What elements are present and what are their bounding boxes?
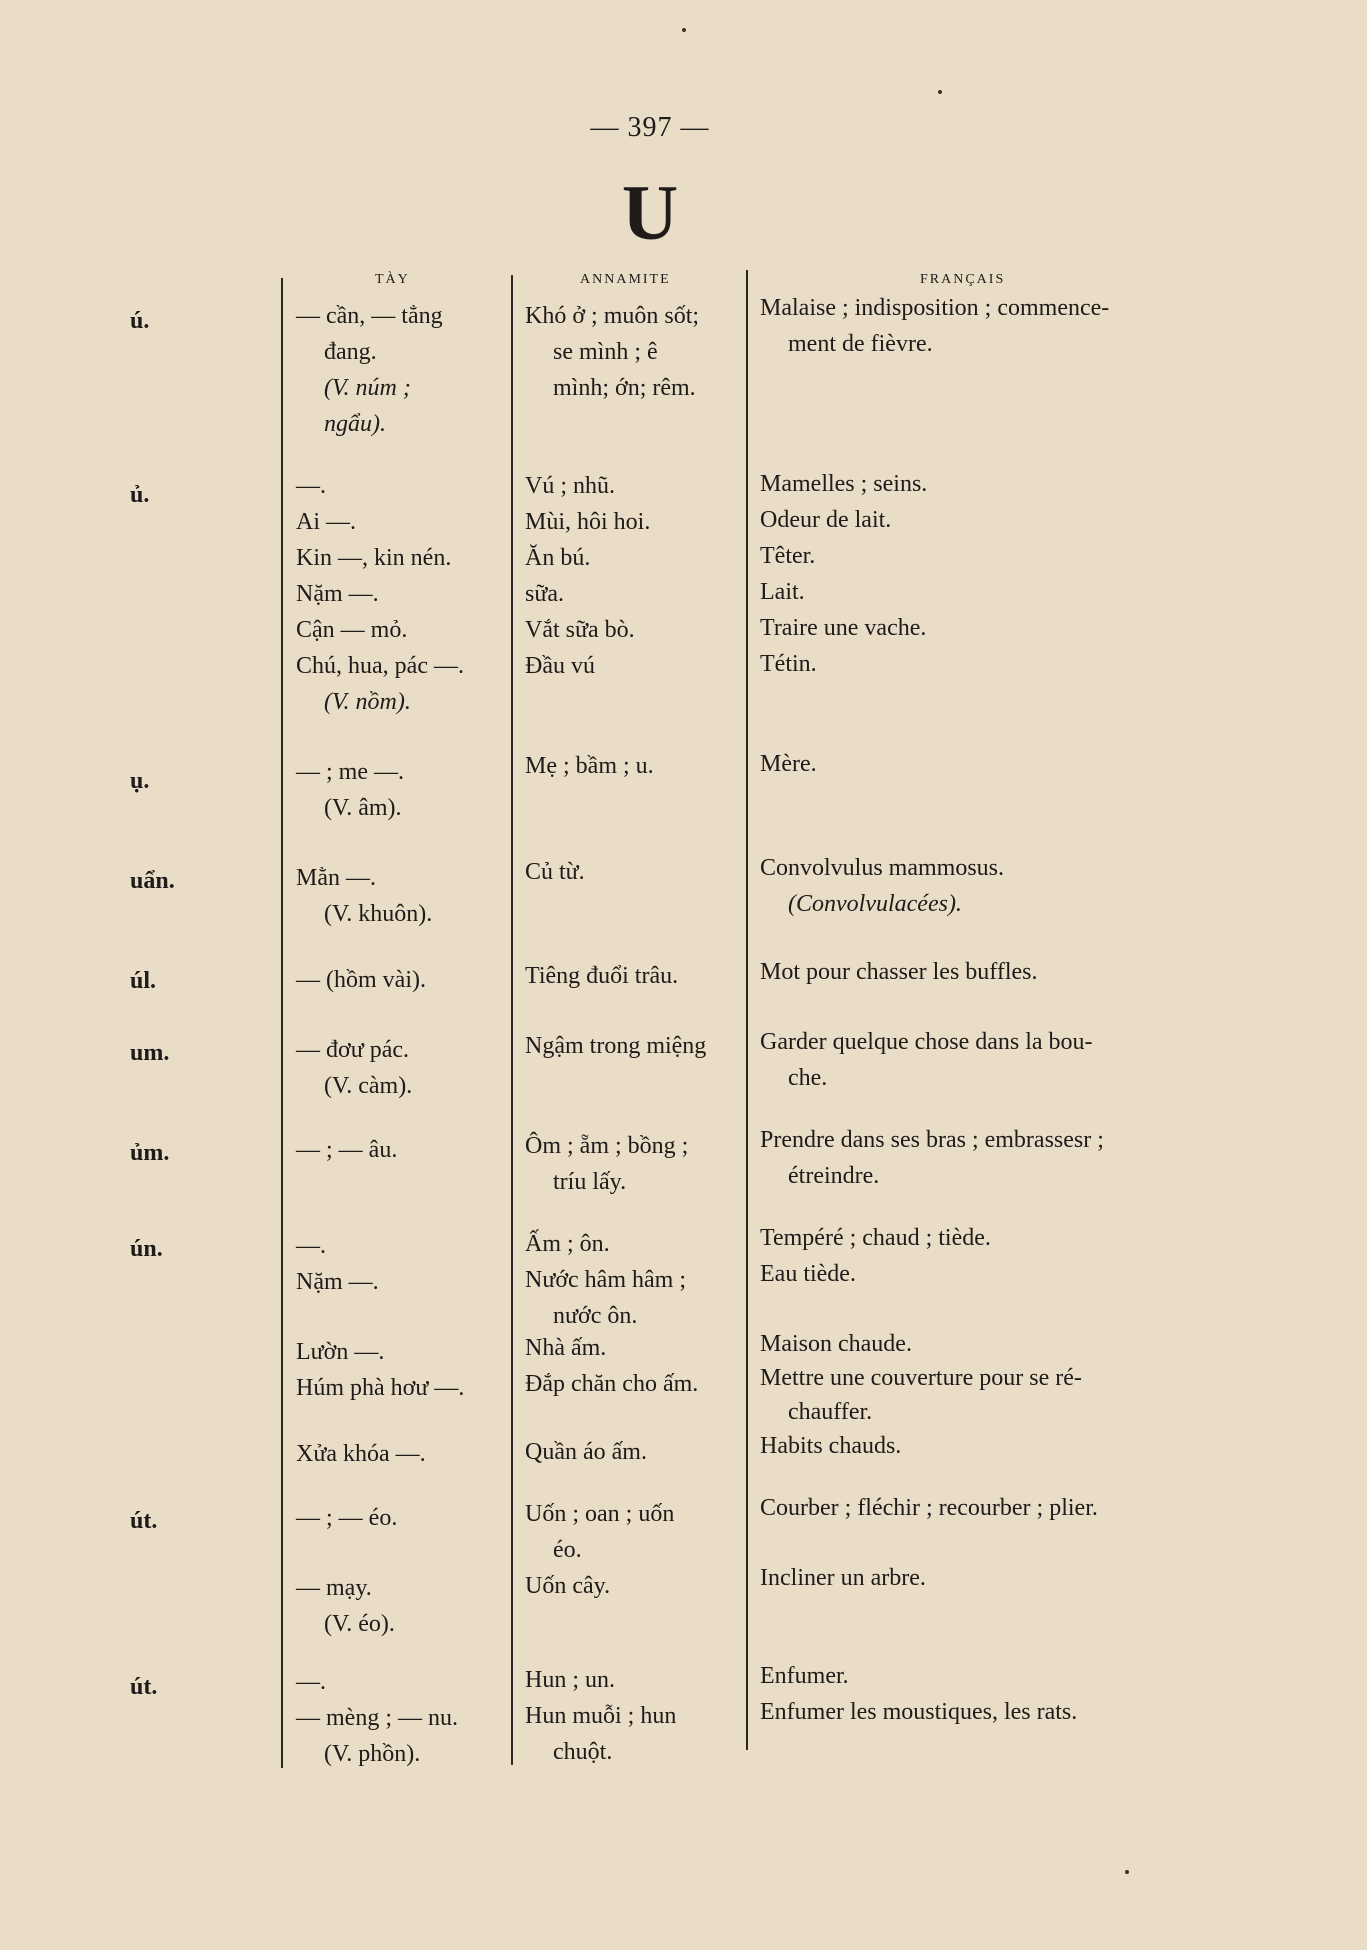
paper-speck [938,90,942,94]
tay-line: Kin —, kin nén. [296,545,452,571]
tay-line: (V. phồn). [324,1741,421,1767]
francais-line: Garder quelque chose dans la bou- [760,1029,1093,1055]
annamite-line: Ngậm trong miệng [525,1033,707,1059]
annamite-line: nước ôn. [553,1303,638,1329]
annamite-line: Uốn cây. [525,1573,611,1599]
tay-line: Ai —. [296,509,356,535]
francais-line: Prendre dans ses bras ; embrassesr ; [760,1127,1104,1153]
tay-line: Nặm —. [296,1269,379,1295]
annamite-line: tríu lấy. [553,1169,627,1195]
francais-line: Tempéré ; chaud ; tiède. [760,1225,991,1251]
francais-line: Eau tiède. [760,1261,856,1287]
annamite-line: Quần áo ấm. [525,1439,647,1465]
headword: ú. [130,308,150,334]
tay-line: ngẩu). [324,411,386,437]
francais-line: Tétin. [760,651,817,677]
annamite-line: Mùi, hôi hoi. [525,509,651,535]
annamite-line: Vú ; nhũ. [525,473,615,499]
annamite-line: Uốn ; oan ; uốn [525,1501,675,1527]
annamite-line: Ấm ; ôn. [525,1231,610,1257]
tay-line: (V. nồm). [324,689,411,715]
annamite-line: Đắp chăn cho ấm. [525,1371,699,1397]
annamite-line: Khó ở ; muôn sốt; [525,303,700,329]
annamite-line: Hun muỗi ; hun [525,1703,677,1729]
annamite-line: Nhà ấm. [525,1335,607,1361]
annamite-line: Hun ; un. [525,1667,615,1693]
francais-line: ment de fièvre. [788,331,933,357]
tay-line: — mèng ; — nu. [296,1705,458,1731]
francais-line: Maison chaude. [760,1331,912,1357]
francais-line: étreindre. [788,1163,880,1189]
annamite-line: Củ từ. [525,859,585,885]
tay-line: — cần, — tẳng [296,303,443,329]
tay-line: (V. càm). [324,1073,413,1099]
francais-line: Courber ; fléchir ; recourber ; plier. [760,1495,1098,1521]
tay-line: — (hồm vài). [296,967,426,993]
tay-line: —. [296,1233,326,1259]
francais-line: Lait. [760,579,805,605]
tay-line: Xửa khóa —. [296,1441,426,1467]
tay-line: Mằn —. [296,865,376,891]
annamite-line: Nước hâm hâm ; [525,1267,686,1293]
section-letter: U [621,169,679,256]
francais-line: che. [788,1065,828,1091]
tay-line: — ; — éo. [296,1505,398,1531]
tay-line: (V. éo). [324,1611,395,1637]
tay-line: đang. [324,339,377,365]
annamite-line: mình; ớn; rêm. [553,375,696,401]
annamite-line: éo. [553,1537,582,1563]
tay-line: (V. âm). [324,795,402,821]
headword: ụ. [130,768,150,794]
francais-line: Incliner un arbre. [760,1565,926,1591]
tay-line: Húm phà hơư —. [296,1375,465,1401]
headword: ủ. [130,482,150,508]
francais-line: Traire une vache. [760,615,927,641]
annamite-line: Mẹ ; bầm ; u. [525,753,654,779]
tay-line: Chú, hua, pác —. [296,653,464,679]
annamite-line: Ăn bú. [525,545,591,571]
headword: út. [130,1674,158,1700]
paper-speck [682,28,686,32]
francais-line: Enfumer. [760,1663,849,1689]
francais-line: Habits chauds. [760,1433,902,1459]
annamite-line: se mình ; ê [553,339,658,365]
headword: úl. [130,968,157,994]
headword: út. [130,1508,158,1534]
francais-line: Mot pour chasser les buffles. [760,959,1038,985]
tay-line: Cận — mỏ. [296,617,408,643]
tay-line: (V. khuôn). [324,901,433,927]
page-number: — 397 — [590,112,710,143]
annamite-line: sữa. [525,581,564,607]
francais-line: Convolvulus mammosus. [760,855,1005,881]
francais-line: Enfumer les moustiques, les rats. [760,1699,1078,1725]
headword: um. [130,1040,170,1066]
tay-line: —. [296,473,326,499]
tay-line: Lườn —. [296,1339,385,1365]
tay-line: —. [296,1669,326,1695]
tay-line: Nặm —. [296,581,379,607]
tay-line: — đơư pác. [296,1037,410,1063]
francais-line: Odeur de lait. [760,507,892,533]
francais-line: (Convolvulacées). [788,891,962,917]
tay-line: — ; me —. [296,759,404,785]
tay-line: (V. núm ; [324,375,411,401]
headword: ún. [130,1236,163,1262]
column-rule-3 [746,270,748,1750]
headword: uẩn. [130,868,175,894]
francais-line: Malaise ; indisposition ; commence- [760,295,1110,321]
tay-line: — mạy. [296,1575,372,1601]
francais-line: Mère. [760,751,817,777]
annamite-line: chuột. [553,1739,613,1765]
annamite-line: Vắt sữa bò. [525,617,635,643]
francais-line: Têter. [760,543,816,569]
francais-line: Mettre une couverture pour se ré- [760,1365,1082,1391]
column-rule-2 [511,275,513,1765]
column-rule-1 [281,278,283,1768]
column-header-tay: TÀY [375,272,410,287]
francais-line: chauffer. [788,1399,873,1425]
column-header-annamite: ANNAMITE [580,272,671,287]
annamite-line: Đầu vú [525,653,595,679]
tay-line: — ; — âu. [296,1137,398,1163]
column-header-francais: FRANÇAIS [920,272,1006,287]
annamite-line: Ôm ; ẵm ; bồng ; [525,1133,689,1159]
annamite-line: Tiêng đuổi trâu. [525,963,679,989]
paper-speck [1125,1870,1129,1874]
headword: ủm. [130,1140,170,1166]
francais-line: Mamelles ; seins. [760,471,928,497]
